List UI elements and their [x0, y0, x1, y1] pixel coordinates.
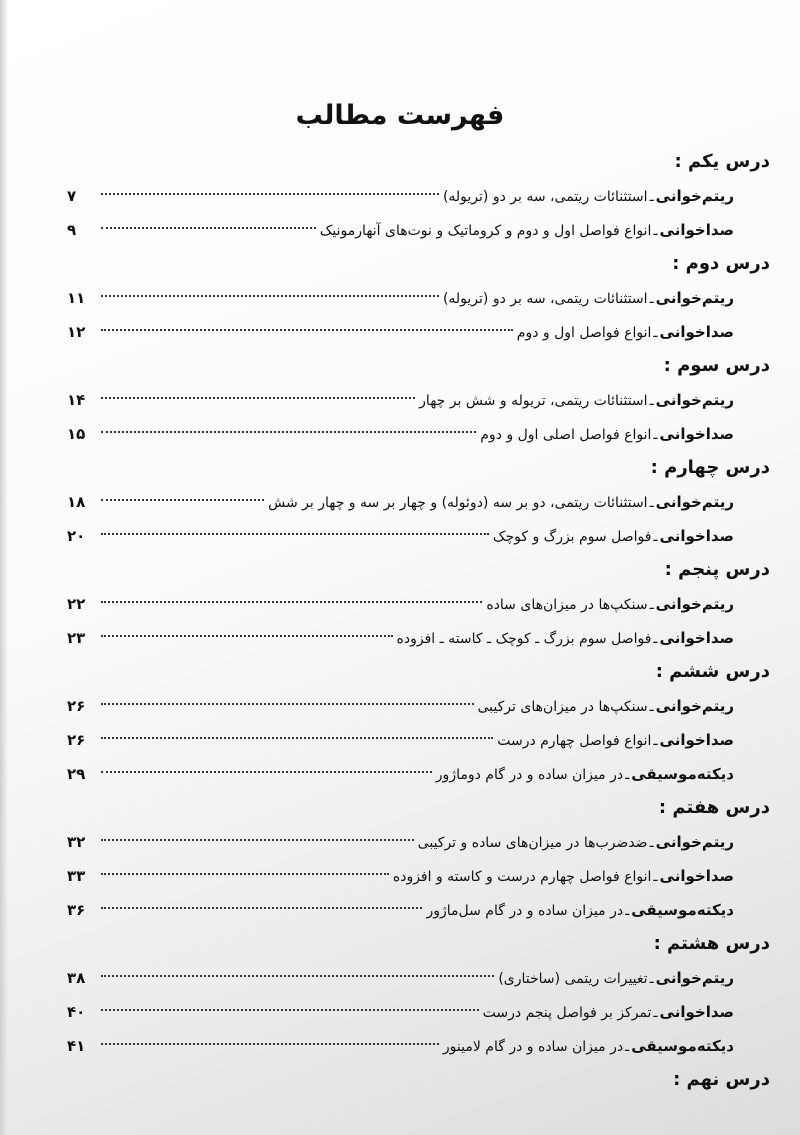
dot-leader [101, 1043, 439, 1045]
entry-category: صداخوانی [659, 221, 734, 239]
entry-description: انواع فواصل چهارم درست [497, 733, 652, 749]
entry-page-number: ۲۲ [67, 595, 86, 613]
entry-description: استثنائات ریتمی، تریوله و شش بر چهار [419, 393, 648, 409]
page-title: فهرست مطالب [295, 100, 505, 131]
entry-category: ریتم‌خوانی [655, 493, 734, 511]
entry-category: صداخوانی [659, 629, 734, 647]
entry-description: تغییرات ریتمی (ساختاری) [498, 971, 648, 987]
entry-description: انواع فواصل اصلی اول و دوم [480, 427, 652, 443]
toc-entry [67, 1029, 772, 1063]
entry-page-number: ۹ [67, 221, 77, 239]
entry-separator: ـ [653, 325, 658, 341]
entry-category: صداخوانی [659, 1003, 734, 1021]
entry-description: انواع فواصل اول و دوم و کروماتیک و نوت‌های آنهارمونیک [319, 223, 652, 239]
toc-entry [67, 689, 772, 723]
dot-leader [101, 873, 389, 875]
entry-description: انواع فواصل اول و دوم [516, 325, 652, 341]
entry-description: ضدضرب‌ها در میزان‌های ساده و ترکیبی [417, 835, 648, 851]
dot-leader [101, 975, 494, 977]
table-of-contents [67, 145, 772, 1097]
toc-entry [67, 961, 772, 995]
entry-page-number: ۱۵ [67, 425, 86, 443]
entry-description: در میزان ساده و در گام دوماژور [435, 767, 624, 783]
toc-entry [67, 757, 772, 791]
toc-entry [67, 621, 772, 655]
entry-category: صداخوانی [659, 323, 734, 341]
toc-entry [67, 213, 772, 247]
dot-leader [101, 227, 316, 229]
dot-leader [101, 295, 439, 297]
lesson-heading: درس چهارم : [650, 457, 770, 478]
toc-entry [67, 417, 772, 451]
dot-leader [101, 499, 264, 501]
toc-entry [67, 519, 772, 553]
entry-separator: ـ [649, 291, 654, 307]
lesson-heading: درس سوم : [663, 355, 770, 376]
entry-category: ریتم‌خوانی [655, 187, 734, 205]
entry-description: در میزان ساده و در گام سل‌ماژور [426, 903, 624, 919]
lesson-heading: درس دوم : [672, 253, 770, 274]
entry-page-number: ۱۴ [67, 391, 86, 409]
entry-separator: ـ [653, 631, 658, 647]
entry-page-number: ۳۶ [67, 901, 86, 919]
entry-category: ریتم‌خوانی [655, 595, 734, 613]
entry-separator: ـ [653, 733, 658, 749]
entry-category: صداخوانی [659, 527, 734, 545]
entry-separator: ـ [653, 1005, 658, 1021]
toc-entry [67, 485, 772, 519]
entry-separator: ـ [649, 189, 654, 205]
toc-entry [67, 995, 772, 1029]
entry-description: سنکپ‌ها در میزان‌های ترکیبی [477, 699, 648, 715]
dot-leader [101, 771, 432, 773]
entry-description: فواصل سوم بزرگ و کوچک [492, 529, 652, 545]
entry-category: ریتم‌خوانی [655, 833, 734, 851]
toc-entry [67, 315, 772, 349]
dot-leader [101, 635, 393, 637]
entry-separator: ـ [649, 971, 654, 987]
entry-description: استثنائات ریتمی، دو بر سه (دوئوله) و چهار بر سه و چهار بر شش [268, 495, 648, 511]
dot-leader [101, 329, 513, 331]
entry-separator: ـ [625, 903, 630, 919]
lesson-heading: درس ششم : [655, 661, 770, 682]
toc-entry [67, 859, 772, 893]
dot-leader [101, 533, 489, 535]
entry-category: ریتم‌خوانی [655, 697, 734, 715]
toc-entry [67, 281, 772, 315]
entry-separator: ـ [649, 597, 654, 613]
entry-separator: ـ [653, 529, 658, 545]
entry-page-number: ۱۸ [67, 493, 86, 511]
page-edge-shadow [0, 0, 8, 1135]
entry-category: دیکته‌موسیقی [631, 765, 734, 783]
dot-leader [101, 907, 422, 909]
entry-category: دیکته‌موسیقی [631, 901, 734, 919]
entry-page-number: ۲۹ [67, 765, 86, 783]
dot-leader [101, 703, 474, 705]
entry-category: صداخوانی [659, 867, 734, 885]
entry-separator: ـ [649, 835, 654, 851]
entry-page-number: ۷ [67, 187, 77, 205]
lesson-heading: درس یکم : [674, 151, 770, 172]
entry-page-number: ۲۳ [67, 629, 86, 647]
entry-page-number: ۳۳ [67, 867, 86, 885]
lesson-heading: درس هفتم : [658, 797, 770, 818]
entry-page-number: ۱۱ [67, 289, 86, 307]
entry-category: صداخوانی [659, 731, 734, 749]
entry-separator: ـ [649, 699, 654, 715]
entry-category: ریتم‌خوانی [655, 289, 734, 307]
dot-leader [101, 1009, 479, 1011]
toc-entry [67, 825, 772, 859]
entry-separator: ـ [625, 1039, 630, 1055]
entry-separator: ـ [653, 869, 658, 885]
entry-page-number: ۲۶ [67, 731, 86, 749]
entry-description: انواع فواصل چهارم درست و کاسته و افزوده [392, 869, 652, 885]
toc-entry [67, 383, 772, 417]
entry-category: دیکته‌موسیقی [631, 1037, 734, 1055]
entry-page-number: ۳۸ [67, 969, 86, 987]
lesson-heading: درس هشتم : [653, 933, 770, 954]
entry-page-number: ۱۲ [67, 323, 86, 341]
entry-category: ریتم‌خوانی [655, 969, 734, 987]
toc-entry [67, 893, 772, 927]
lesson-heading: درس پنجم : [664, 559, 770, 580]
entry-page-number: ۳۲ [67, 833, 86, 851]
entry-category: ریتم‌خوانی [655, 391, 734, 409]
entry-category: صداخوانی [659, 425, 734, 443]
entry-page-number: ۴۱ [67, 1037, 86, 1055]
dot-leader [101, 193, 439, 195]
entry-page-number: ۲۶ [67, 697, 86, 715]
entry-description: فواصل سوم بزرگ ـ کوچک ـ کاسته ـ افزوده [396, 631, 652, 647]
dot-leader [101, 601, 482, 603]
dot-leader [101, 737, 493, 739]
entry-separator: ـ [653, 427, 658, 443]
entry-separator: ـ [649, 393, 654, 409]
entry-description: استثنائات ریتمی، سه بر دو (تریوله) [442, 189, 648, 205]
toc-entry [67, 723, 772, 757]
entry-description: استثنائات ریتمی، سه بر دو (تریوله) [442, 291, 648, 307]
dot-leader [101, 397, 415, 399]
entry-page-number: ۴۰ [67, 1003, 86, 1021]
lesson-heading: درس نهم : [673, 1069, 770, 1090]
toc-entry [67, 587, 772, 621]
toc-entry [67, 179, 772, 213]
dot-leader [101, 431, 476, 433]
entry-separator: ـ [649, 495, 654, 511]
entry-description: سنکپ‌ها در میزان‌های ساده [486, 597, 648, 613]
dot-leader [101, 839, 414, 841]
entry-description: در میزان ساده و در گام لامینور [442, 1039, 624, 1055]
entry-description: تمرکز بر فواصل پنجم درست [482, 1005, 652, 1021]
entry-separator: ـ [653, 223, 658, 239]
entry-separator: ـ [625, 767, 630, 783]
entry-page-number: ۲۰ [67, 527, 86, 545]
